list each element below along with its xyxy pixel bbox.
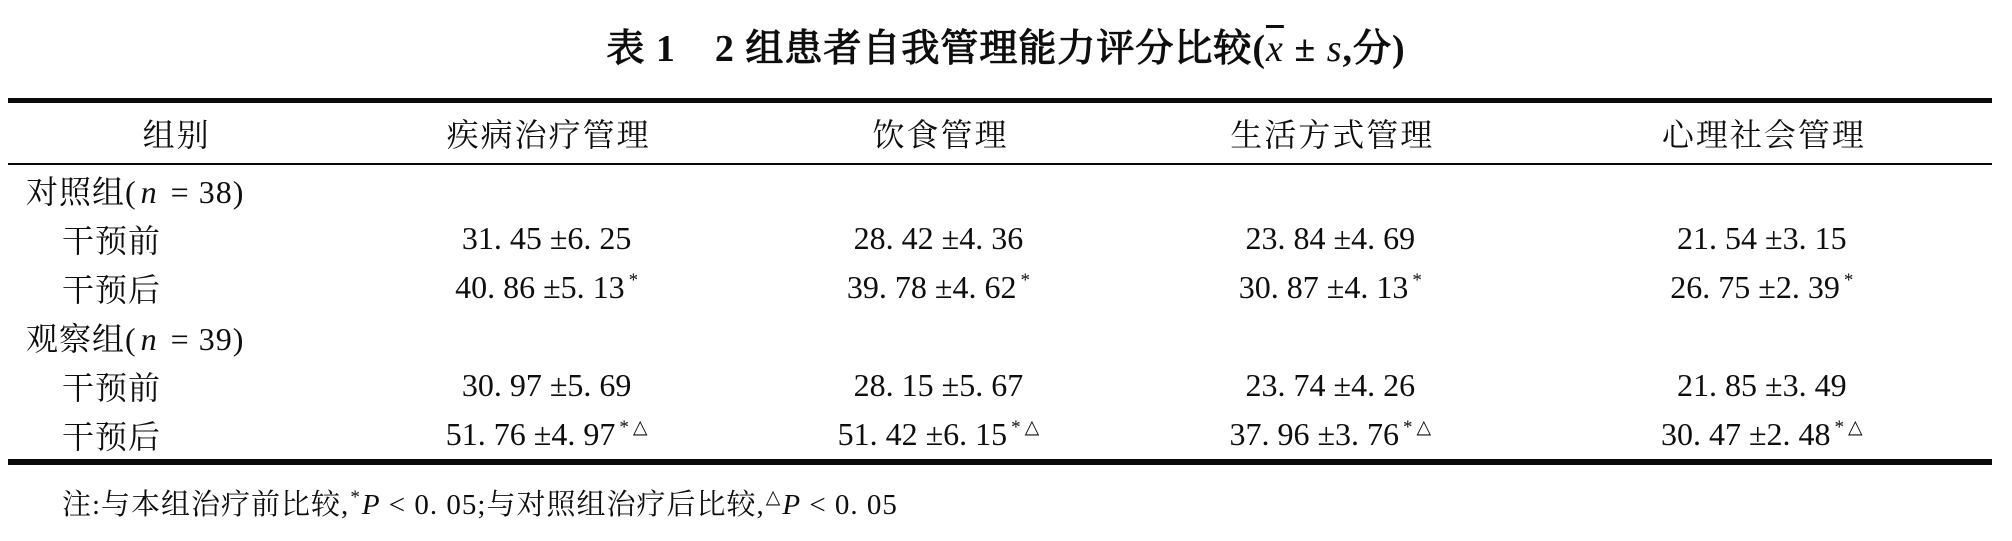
triangle-marker: △ <box>765 487 781 509</box>
row-label-observation-group: 观察组( n = 39) <box>26 320 245 357</box>
table-row <box>8 410 1992 462</box>
score-cell: 30. 87 ±4. 13 * <box>1238 269 1426 305</box>
title-text: 表 1 2 组患者自我管理能力评分比较( <box>606 28 1266 70</box>
table-row <box>8 214 1992 263</box>
score-cell: 23. 84 ±4. 69 <box>1129 214 1536 263</box>
empty-cell <box>752 312 1129 361</box>
sig-marker <box>1023 368 1027 389</box>
sig-marker: *△ <box>1011 417 1044 439</box>
sig-marker <box>1847 221 1851 242</box>
col-header-diet-mgmt: 饮食管理 <box>752 101 1129 165</box>
sig-marker: * <box>1020 270 1034 292</box>
table-row <box>8 263 1992 312</box>
row-label-post-intervention: 干预后 <box>62 418 162 455</box>
score-cell: 51. 76 ±4. 97 *△ <box>445 416 652 452</box>
row-label-control-group: 对照组( n = 38) <box>26 173 245 210</box>
score-cell: 31. 45 ±6. 25 <box>345 214 752 263</box>
title-unit: ,分) <box>1342 28 1406 70</box>
empty-cell <box>1536 164 1992 214</box>
table-footnote: 注:与本组治疗前比较,*P < 0. 05;与对照组治疗后比较,△P < 0. 05 <box>62 487 898 521</box>
col-header-disease-mgmt: 疾病治疗管理 <box>345 101 752 165</box>
empty-cell <box>752 164 1129 214</box>
sig-marker: *△ <box>1834 417 1867 439</box>
sig-marker <box>631 368 635 389</box>
s-symbol: s <box>1326 28 1343 70</box>
sig-marker: * <box>1843 270 1858 292</box>
table-row <box>8 312 1992 361</box>
score-cell: 37. 96 ±3. 76 *△ <box>1229 416 1436 452</box>
sig-marker <box>1415 368 1419 389</box>
score-cell: 28. 15 ±5. 67 <box>752 361 1129 410</box>
col-header-group: 组别 <box>8 101 345 165</box>
sig-marker: * <box>1412 270 1426 292</box>
asterisk-marker: * <box>350 487 360 509</box>
p-symbol: P <box>782 489 802 521</box>
p-symbol: P <box>361 489 381 521</box>
score-cell: 51. 42 ±6. 15 *△ <box>837 416 1044 452</box>
table-row <box>8 361 1992 410</box>
footnote-text: 注:与本组治疗前比较, <box>62 489 350 521</box>
score-cell: 39. 78 ±4. 62 * <box>846 269 1034 305</box>
score-cell: 26. 75 ±2. 39 * <box>1670 269 1858 305</box>
header-row <box>8 101 1992 165</box>
footnote-text: 与对照组治疗后比较, <box>486 489 765 521</box>
score-cell: 21. 85 ±3. 49 <box>1536 361 1992 410</box>
row-label-pre-intervention: 干预前 <box>62 369 162 406</box>
score-cell: 28. 42 ±4. 36 <box>752 214 1129 263</box>
empty-cell <box>1536 312 1992 361</box>
n-symbol: n <box>140 320 158 357</box>
sig-marker <box>1023 221 1027 242</box>
table-title <box>0 0 2012 98</box>
table-row <box>8 164 1992 214</box>
sig-marker: * <box>628 270 643 292</box>
score-cell: 30. 97 ±5. 69 <box>345 361 752 410</box>
sig-marker <box>631 221 635 242</box>
score-cell: 40. 86 ±5. 13 * <box>455 269 643 305</box>
score-cell: 23. 74 ±4. 26 <box>1129 361 1536 410</box>
col-header-lifestyle-mgmt: 生活方式管理 <box>1129 101 1536 165</box>
sig-marker: *△ <box>619 417 652 439</box>
row-label-pre-intervention: 干预前 <box>62 222 162 259</box>
sig-marker <box>1415 221 1419 242</box>
empty-cell <box>345 164 752 214</box>
xbar-symbol: $\overline{x}$ <box>1265 28 1284 70</box>
sig-marker <box>1847 368 1851 389</box>
plus-minus: ± <box>1283 28 1327 70</box>
sig-marker: *△ <box>1403 417 1436 439</box>
col-header-psychosocial-mgmt: 心理社会管理 <box>1536 101 1992 165</box>
row-label-post-intervention: 干预后 <box>62 271 162 308</box>
n-symbol: n <box>140 173 158 210</box>
score-cell: 21. 54 ±3. 15 <box>1536 214 1992 263</box>
score-cell: 30. 47 ±2. 48 *△ <box>1660 416 1867 452</box>
empty-cell <box>1129 312 1536 361</box>
data-table <box>8 98 1992 465</box>
empty-cell <box>1129 164 1536 214</box>
empty-cell <box>345 312 752 361</box>
